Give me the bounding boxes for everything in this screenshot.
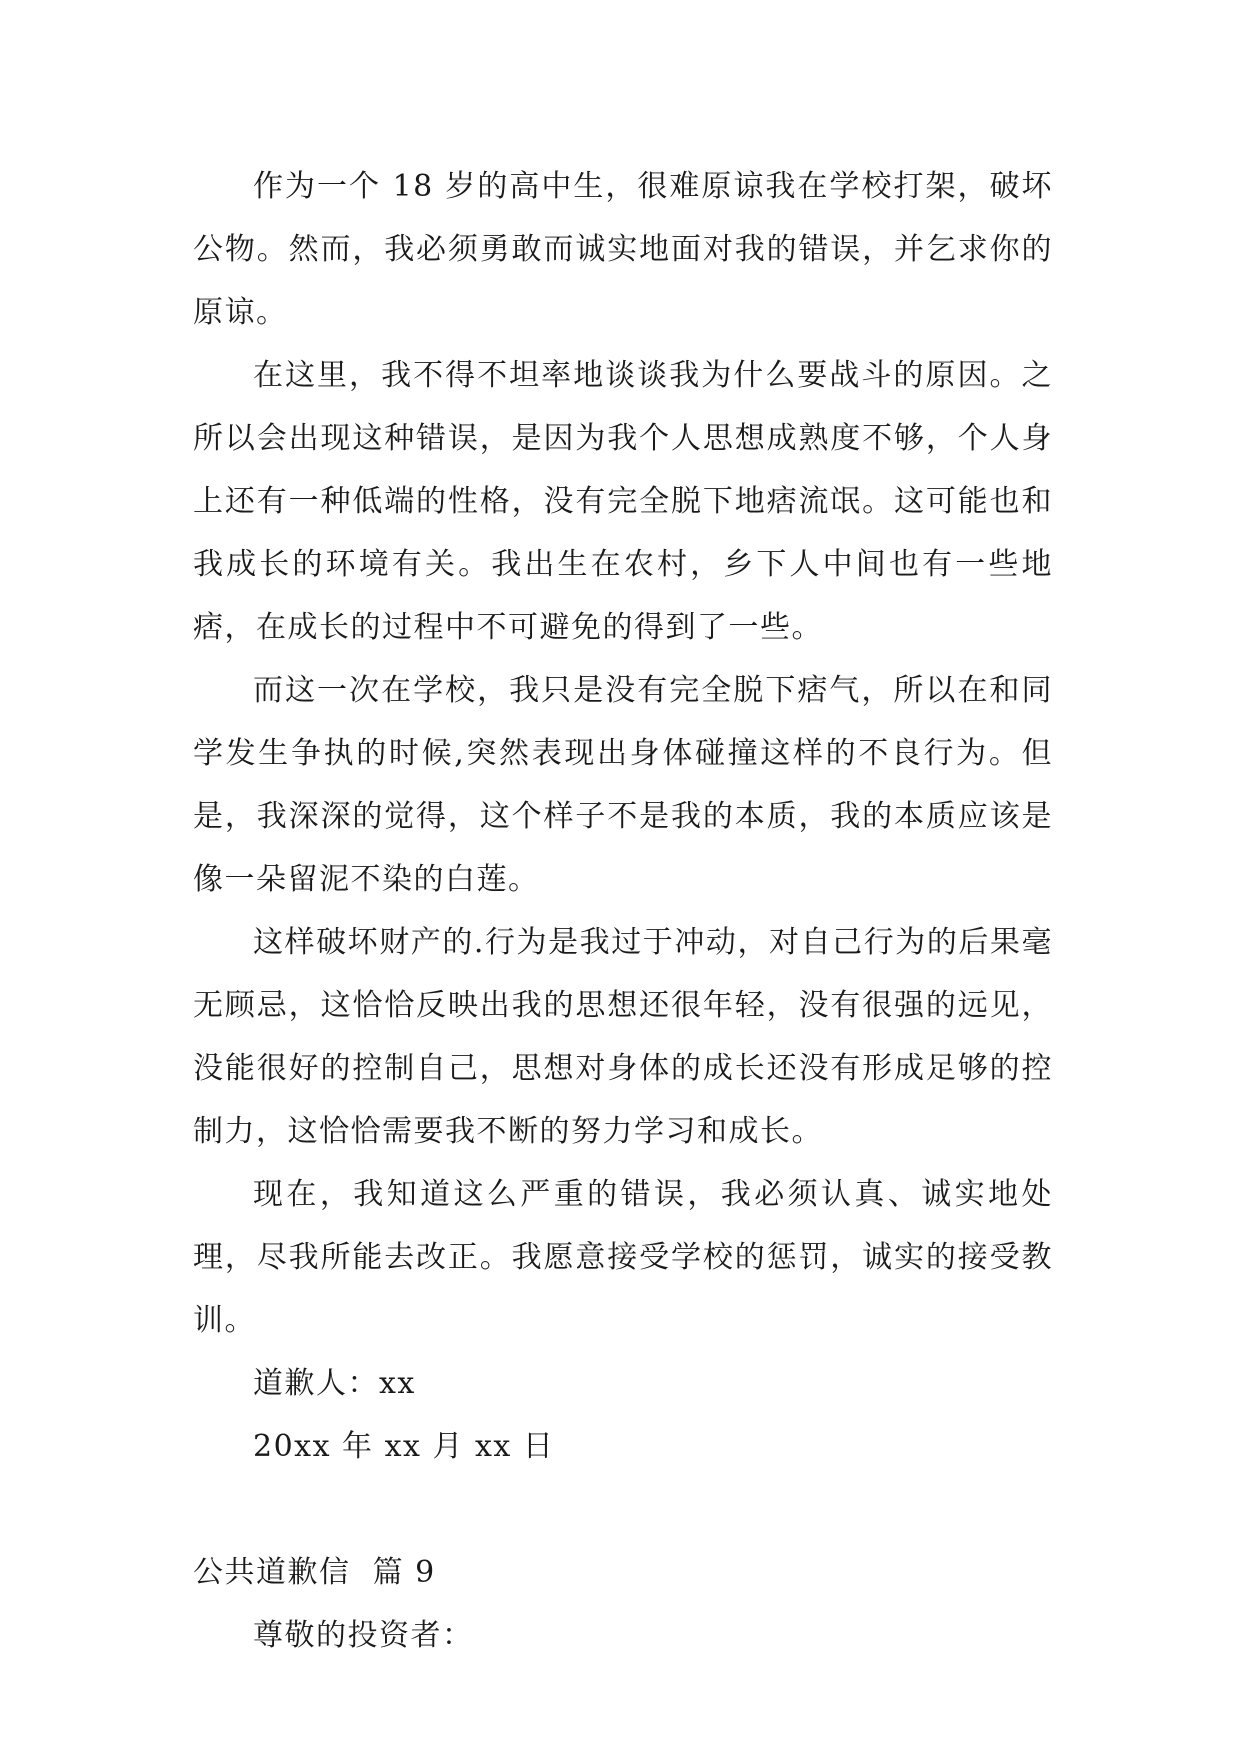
paragraph-5: 现在，我知道这么严重的错误，我必须认真、诚实地处理，尽我所能去改正。我愿意接受学校的惩罚，诚实的接受教训。 <box>193 1177 1053 1338</box>
signature-line: 道歉人：xx <box>253 1366 416 1401</box>
section-title: 公共道歉信 篇 9 <box>193 1555 436 1590</box>
date-line: 20xx 年 xx 月 xx 日 <box>253 1429 555 1464</box>
paragraph-4: 这样破坏财产的.行为是我过于冲动，对自己行为的后果毫无顾忌，这恰恰反映出我的思想还很年轻，没有很强的远见，没能很好的控制自己，思想对身体的成长还没有形成足够的控制力，这恰恰需要我不断的努力学习和成长。 <box>193 925 1053 1149</box>
salutation: 尊敬的投资者： <box>253 1618 474 1653</box>
paragraph-2: 在这里，我不得不坦率地谈谈我为什么要战斗的原因。之所以会出现这种错误，是因为我个人思想成熟度不够，个人身上还有一种低端的性格，没有完全脱下地痞流氓。这可能也和我成长的环境有关。我出生在农村，乡下人中间也有一些地痞，在成长的过程中不可避免的得到了一些。 <box>193 358 1053 645</box>
paragraph-1: 作为一个 18 岁的高中生，很难原谅我在学校打架，破坏公物。然而，我必须勇敢而诚实地面对我的错误，并乞求你的原谅。 <box>193 169 1053 330</box>
document-body <box>193 155 1053 1667</box>
paragraph-3: 而这一次在学校，我只是没有完全脱下痞气，所以在和同学发生争执的时候,突然表现出身体碰撞这样的不良行为。但是，我深深的觉得，这个样子不是我的本质，我的本质应该是像一朵留泥不染的白莲。 <box>193 673 1053 897</box>
